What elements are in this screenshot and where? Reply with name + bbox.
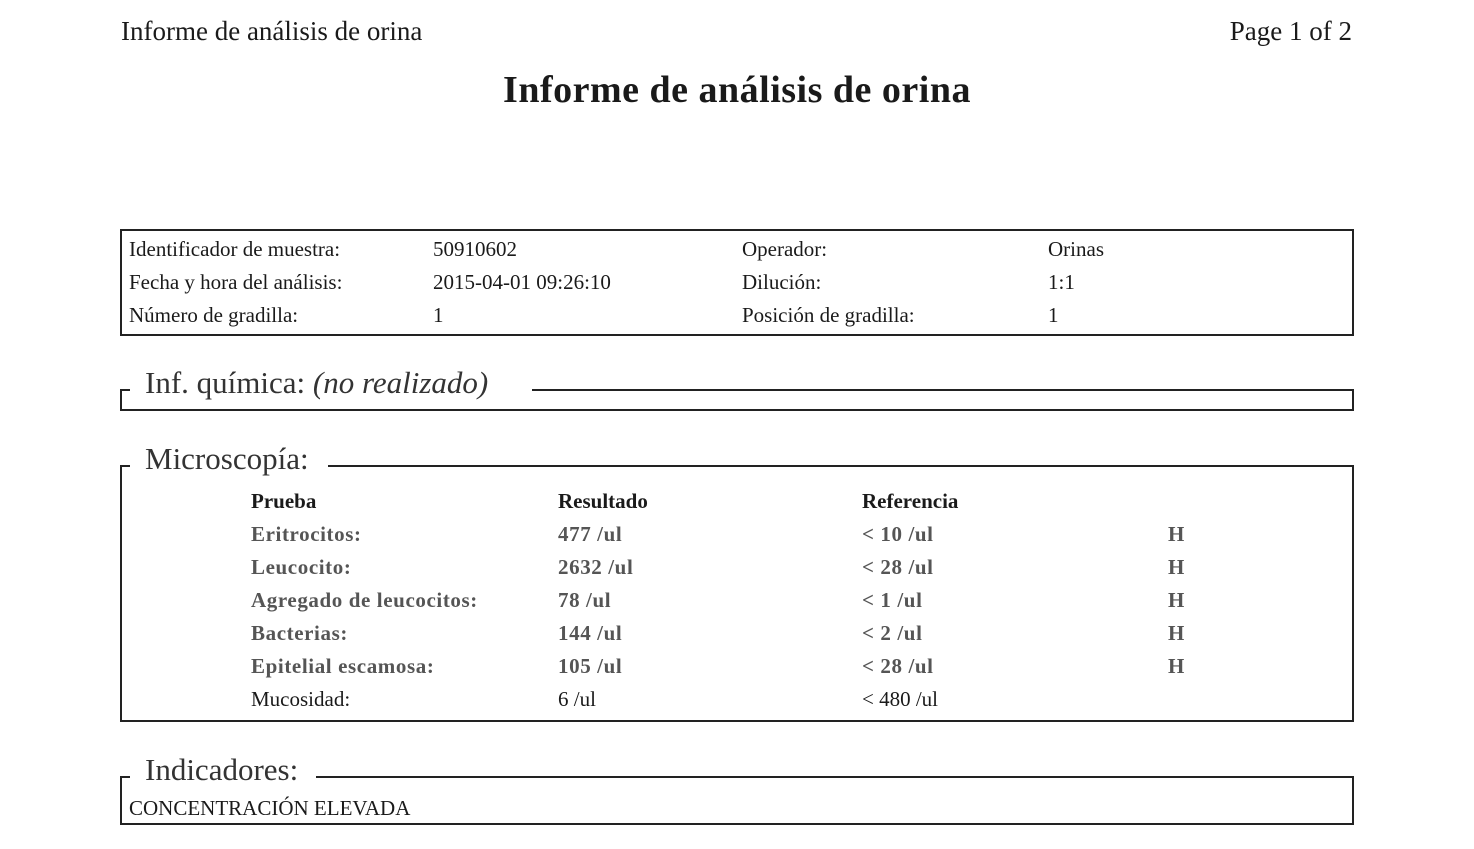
- sample-info-box: [120, 229, 1354, 336]
- info-row: [122, 270, 1352, 303]
- test-name: Eritrocitos:: [251, 522, 362, 546]
- indicators-section-title: Indicadores:: [141, 752, 302, 788]
- test-reference: < 2 /ul: [862, 621, 923, 645]
- header-document-title: Informe de análisis de orina: [121, 16, 423, 46]
- test-name: Leucocito:: [251, 555, 352, 579]
- rack-position-label: Posición de gradilla:: [742, 303, 915, 327]
- table-row: [122, 522, 1352, 555]
- test-name: Bacterias:: [251, 621, 348, 645]
- analysis-date-value: 2015-04-01 09:26:10: [433, 270, 611, 294]
- test-reference: < 28 /ul: [862, 654, 934, 678]
- chemistry-title-label: Inf. química:: [145, 365, 306, 400]
- test-name: Epitelial escamosa:: [251, 654, 435, 678]
- microscopy-section-title: Microscopía:: [141, 441, 313, 477]
- analysis-date-label: Fecha y hora del análisis:: [129, 270, 343, 294]
- dilution-value: 1:1: [1048, 270, 1075, 294]
- high-flag: H: [1168, 654, 1185, 678]
- indicator-text: CONCENTRACIÓN ELEVADA: [129, 796, 411, 820]
- column-header-reference: Referencia: [862, 489, 959, 513]
- operator-value: Orinas: [1048, 237, 1104, 261]
- indicators-section: [120, 752, 1354, 825]
- table-row: [122, 687, 1352, 720]
- chemistry-section-title: [141, 365, 492, 401]
- rack-position-value: 1: [1048, 303, 1059, 327]
- page-title: Informe de análisis de orina: [503, 69, 971, 111]
- info-row: [122, 237, 1352, 270]
- high-flag: H: [1168, 588, 1185, 612]
- test-name: Mucosidad:: [251, 687, 351, 711]
- table-row: [122, 555, 1352, 588]
- microscopy-section: [120, 441, 1354, 722]
- test-result: 78 /ul: [558, 588, 612, 612]
- test-reference: < 28 /ul: [862, 555, 934, 579]
- sample-id-value: 50910602: [433, 237, 517, 261]
- test-result: 477 /ul: [558, 522, 623, 546]
- high-flag: H: [1168, 555, 1185, 579]
- dilution-label: Dilución:: [742, 270, 822, 294]
- chemistry-section: [120, 365, 1354, 411]
- operator-label: Operador:: [742, 237, 828, 261]
- table-row: [122, 654, 1352, 687]
- test-result: 144 /ul: [558, 621, 623, 645]
- test-name: Agregado de leucocitos:: [251, 588, 478, 612]
- test-result: 2632 /ul: [558, 555, 634, 579]
- table-row: [122, 621, 1352, 654]
- rack-number-value: 1: [433, 303, 444, 327]
- test-reference: < 10 /ul: [862, 522, 934, 546]
- high-flag: H: [1168, 621, 1185, 645]
- column-header-result: Resultado: [558, 489, 648, 513]
- sample-id-label: Identificador de muestra:: [129, 237, 341, 261]
- test-reference: < 480 /ul: [862, 687, 939, 711]
- test-result: 6 /ul: [558, 687, 596, 711]
- chemistry-status: (no realizado): [312, 365, 489, 400]
- column-header-test: Prueba: [251, 489, 317, 513]
- high-flag: H: [1168, 522, 1185, 546]
- info-row: [122, 303, 1352, 336]
- rack-number-label: Número de gradilla:: [129, 303, 299, 327]
- test-reference: < 1 /ul: [862, 588, 923, 612]
- test-result: 105 /ul: [558, 654, 623, 678]
- table-header-row: [122, 489, 1352, 522]
- table-row: [122, 588, 1352, 621]
- page-number: Page 1 of 2: [1229, 16, 1352, 46]
